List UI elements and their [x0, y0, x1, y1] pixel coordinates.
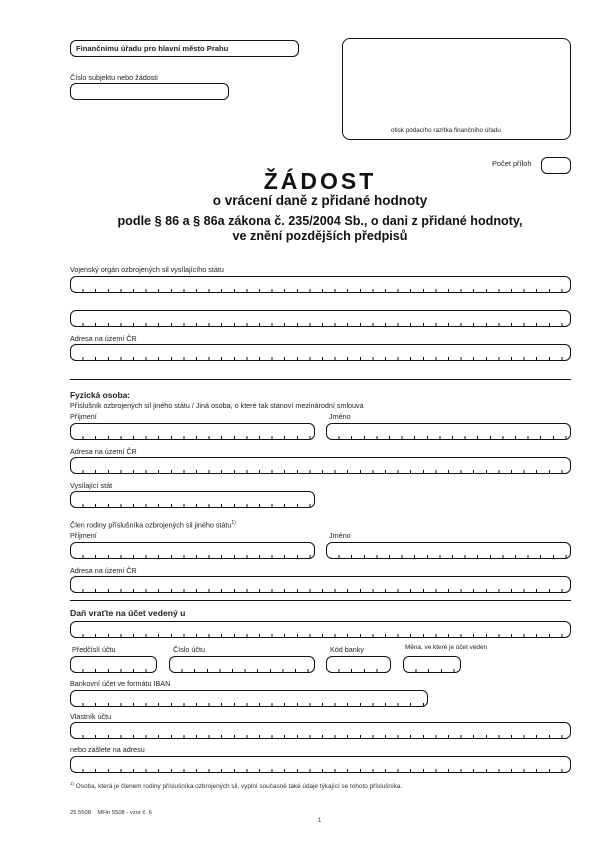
person-heading: Fyzická osoba: [70, 390, 131, 400]
iban-label: Bankovní účet ve formátu IBAN [70, 679, 171, 688]
person-surname-input[interactable] [70, 423, 315, 440]
iban-input[interactable] [70, 690, 428, 707]
family-address-input[interactable] [70, 576, 571, 593]
owner-label: Vlastník účtu [70, 712, 112, 721]
footnote-mark: 1) [70, 781, 75, 786]
form-title: ŽÁDOST [263, 168, 377, 194]
account-prefix-label: Předčíslí účtu [72, 645, 116, 654]
family-footnote-mark: 1) [231, 520, 236, 526]
bank-name-input[interactable] [70, 621, 571, 638]
office-name: Finančnímu úřadu pro hlavní město Prahu [76, 43, 229, 53]
currency-label: Měna, ve které je účet veden [405, 644, 488, 651]
send-address-label: nebo zašlete na adresu [70, 745, 145, 754]
family-address-label: Adresa na území ČR [70, 566, 137, 575]
family-name-label: Jméno [329, 531, 351, 540]
person-state-input[interactable] [70, 491, 315, 508]
family-label: Člen rodiny příslušníka ozbrojených sil jiného státu$^{1)}$ [70, 520, 236, 530]
stamp-label: otisk podacího razítka finančního úřadu [391, 127, 501, 134]
authority-input-1[interactable] [70, 276, 571, 293]
bank-heading: Daň vraťte na účet vedený u [70, 608, 186, 618]
account-number-input[interactable] [169, 656, 315, 673]
form-subtitle-3: ve znění pozdějších předpisů [232, 229, 408, 243]
person-description: Příslušník ozbrojených sil jiného státu / Jiná osoba, o které tak stanoví mezinárodní smlouva [70, 401, 364, 410]
form-subtitle-2: podle § 86 a § 86a zákona č. 235/2004 Sb., o dani z přidané hodnoty, [117, 214, 523, 228]
page-number: 1 [318, 818, 322, 824]
family-name-input[interactable] [326, 542, 571, 559]
bank-code-label: Kód banky [330, 645, 364, 654]
currency-input[interactable] [403, 656, 461, 673]
person-name-label: Jméno [329, 412, 351, 421]
send-address-input[interactable] [70, 756, 571, 773]
person-name-input[interactable] [326, 423, 571, 440]
person-surname-label: Příjmení [70, 412, 97, 421]
form-subtitle-1: o vrácení daně z přidané hodnoty [212, 193, 428, 208]
family-surname-input[interactable] [70, 542, 315, 559]
footnote: $^{1)}$ Osoba, která je členem rodiny příslušníka ozbrojených sil, vyplní současně také údaje týkající se tohoto příslušníka. [70, 781, 403, 791]
authority-address-input[interactable] [70, 344, 571, 361]
owner-input[interactable] [70, 722, 571, 739]
subject-number-label: Číslo subjektu nebo žádosti [70, 73, 158, 82]
family-surname-label: Příjmení [70, 531, 97, 540]
bank-code-input[interactable] [326, 656, 391, 673]
section-divider-1 [70, 379, 571, 380]
person-address-label: Adresa na území ČR [70, 447, 137, 456]
authority-input-2[interactable] [70, 310, 571, 327]
attachments-label: Počet příloh [492, 159, 532, 168]
account-number-label: Číslo účtu [173, 645, 205, 654]
authority-address-label: Adresa na území ČR [70, 334, 137, 343]
section-divider-2 [70, 600, 571, 601]
authority-label: Vojenský orgán ozbrojených sil vysílajícího státu [70, 265, 224, 274]
subject-number-input[interactable] [70, 83, 229, 100]
form-code: 25 5508 MFin 5508 - vzor č. 6 [70, 810, 152, 816]
person-state-label: Vysílající stát [70, 481, 113, 490]
account-prefix-input[interactable] [70, 656, 157, 673]
person-address-input[interactable] [70, 457, 571, 474]
stamp-box [342, 38, 571, 140]
